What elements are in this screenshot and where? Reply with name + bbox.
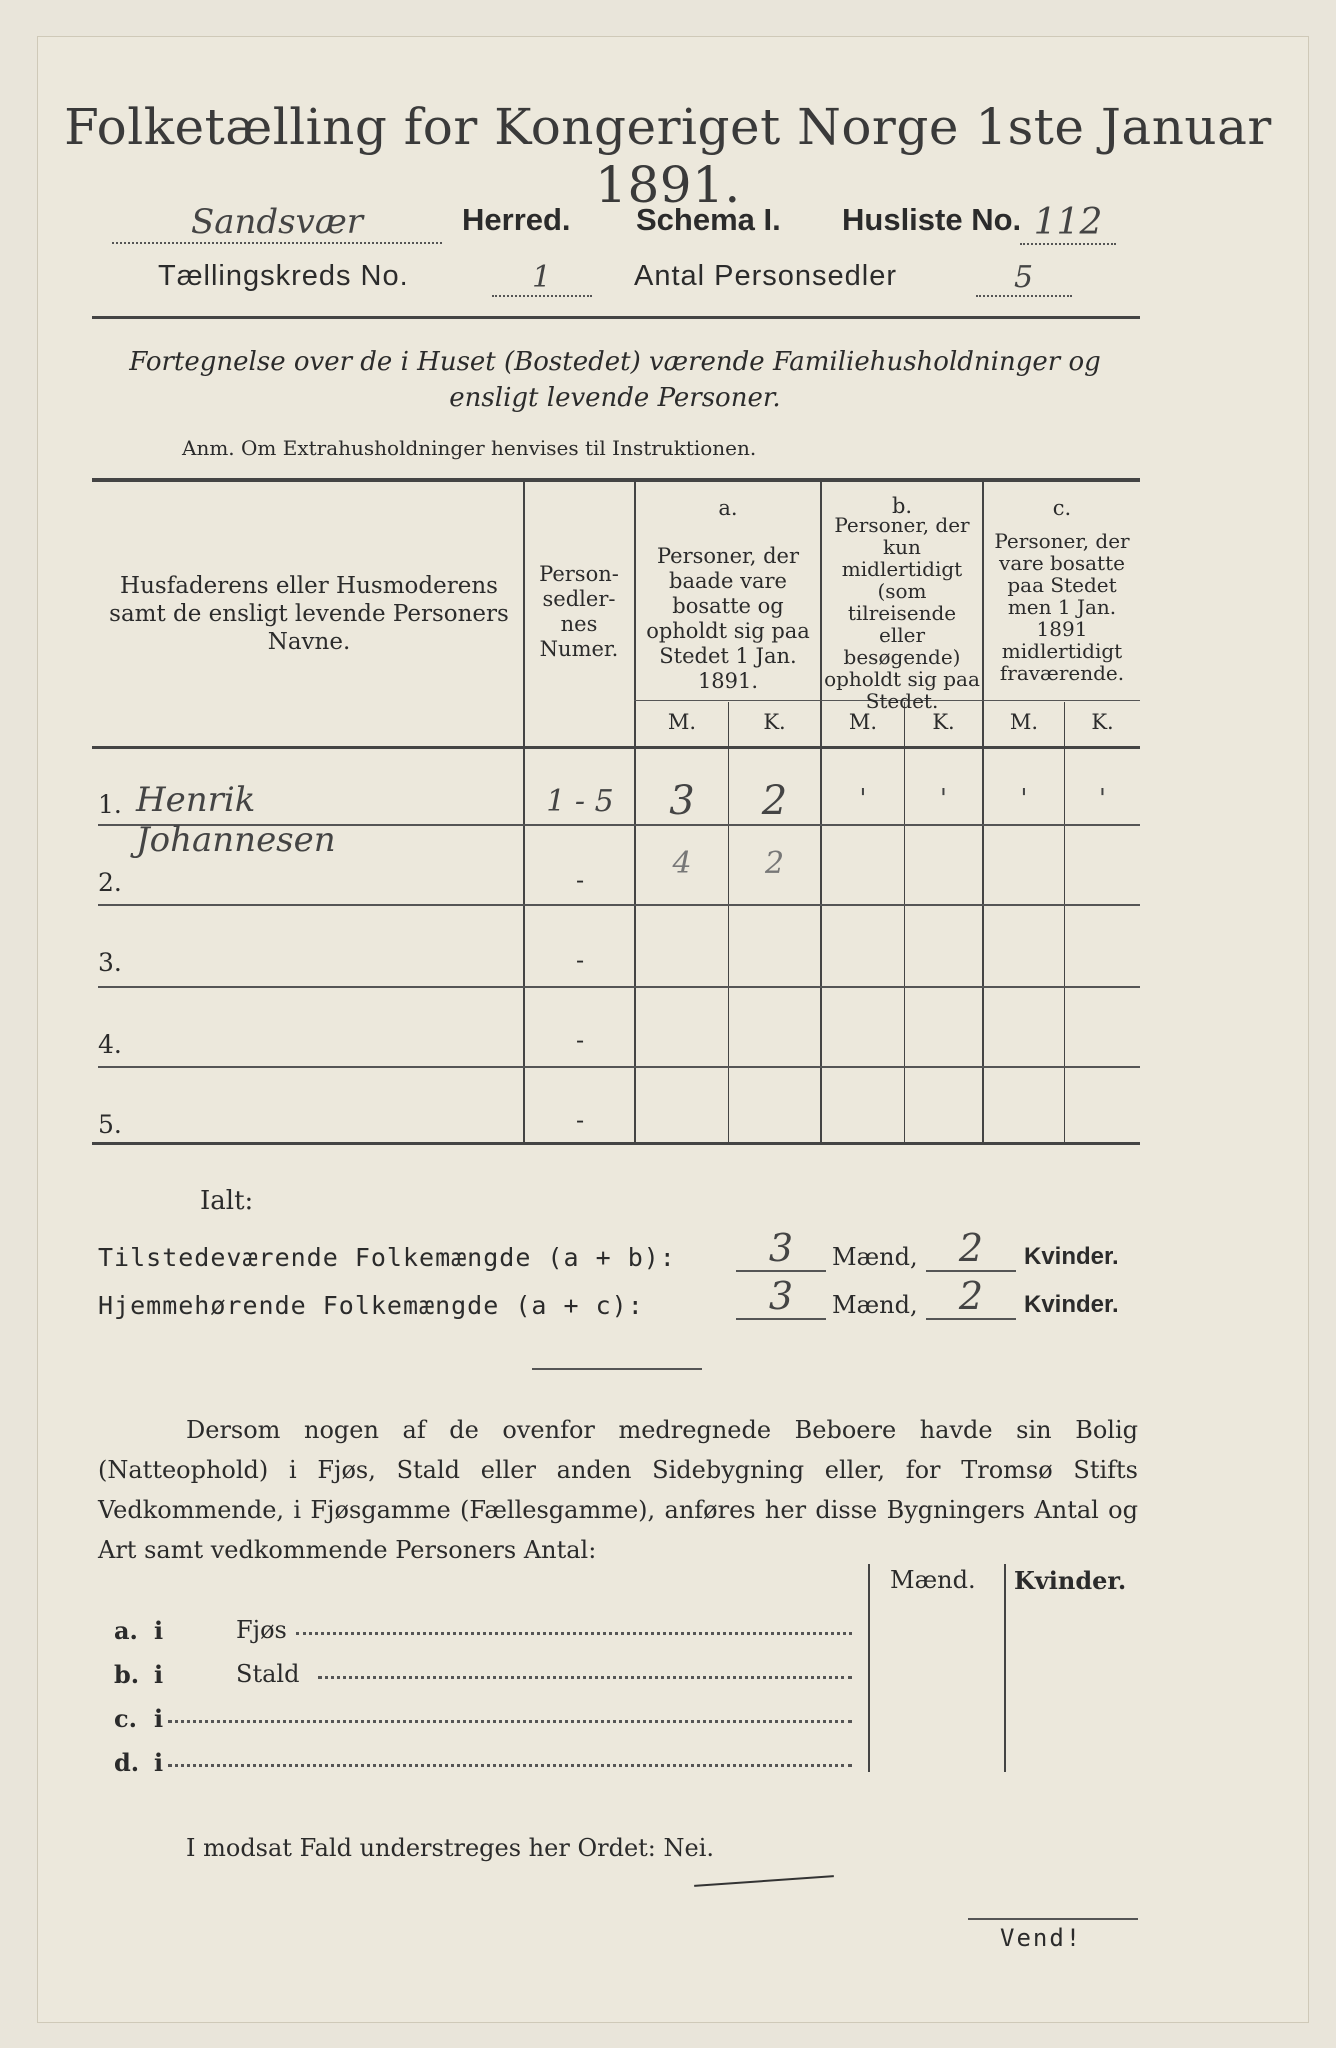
building-dotted-line[interactable] xyxy=(168,1720,852,1723)
building-letter: b. xyxy=(114,1660,140,1689)
col-a-letter: a. xyxy=(718,496,738,520)
col-b-header: Personer, der kun midlertidigt (som tilreisende eller besøgende) opholdt sig paa Stedet. xyxy=(824,513,980,713)
cell-a-k[interactable]: 2 xyxy=(761,778,788,824)
row-number: 1. xyxy=(98,790,122,819)
row-number: 4. xyxy=(98,1030,122,1059)
sedler-number[interactable]: - xyxy=(575,1106,585,1134)
form-title: Folketælling for Kongeriget Norge 1ste Januar 1891. xyxy=(64,98,1272,214)
col-num-header: Person-sedler-nes Numer. xyxy=(539,562,619,661)
building-paragraph: Dersom nogen af de ovenfor medregnede Beboere havde sin Bolig (Natteophold) i Fjøs, Stald eller anden Sidebygning eller, for Tromsø Stifts Vedkommende, i Fjøsgamme (Fællesgamme), anføres her disse Bygningers Antal og Art samt vedkommende Personers Antal: xyxy=(98,1416,1138,1564)
anm-note: Anm. Om Extrahusholdninger henvises til Instruktionen. xyxy=(182,436,757,460)
census-form-sheet xyxy=(37,36,1309,2023)
col-divider xyxy=(523,482,525,1142)
sedler-number[interactable]: - xyxy=(575,1026,585,1054)
table-bottom-rule xyxy=(92,1142,1140,1145)
c-m-label: M. xyxy=(1009,710,1039,734)
building-i: i xyxy=(154,1704,164,1733)
cell-c-k[interactable]: ' xyxy=(1098,784,1107,814)
building-i: i xyxy=(154,1660,164,1689)
row-rule xyxy=(98,1066,1140,1068)
cell-b-m[interactable]: ' xyxy=(859,784,867,814)
hjem-kvinder-label: Kvinder. xyxy=(1024,1291,1119,1318)
col-divider xyxy=(728,702,729,1142)
col-divider xyxy=(1064,702,1065,1142)
title-rule xyxy=(92,316,1140,319)
building-dotted-line[interactable] xyxy=(168,1764,852,1767)
building-kvinder-header: Kvinder. xyxy=(1014,1566,1127,1595)
separator-rule xyxy=(532,1368,702,1370)
vend-label: Vend! xyxy=(1000,1924,1083,1952)
building-dotted-line[interactable] xyxy=(318,1676,852,1679)
cell-a-m[interactable]: 4 xyxy=(672,846,692,881)
row-rule xyxy=(98,904,1140,906)
antal-value[interactable]: 5 xyxy=(976,260,1072,297)
hjem-kvinder-value[interactable]: 2 xyxy=(926,1274,1016,1320)
building-i: i xyxy=(154,1616,164,1645)
cell-a-k[interactable]: 2 xyxy=(764,846,785,881)
building-maend-header: Mænd. xyxy=(890,1566,976,1594)
row-number: 3. xyxy=(98,948,122,977)
c-k-label: K. xyxy=(1091,710,1114,734)
building-label: Fjøs xyxy=(236,1616,287,1644)
sedler-number[interactable]: - xyxy=(575,866,585,894)
tilst-label: Tilstedeværende Folkemængde (a + b): xyxy=(98,1243,676,1272)
husliste-field xyxy=(1020,202,1116,245)
b-k-label: K. xyxy=(932,710,955,734)
a-k-label: K. xyxy=(763,710,786,734)
building-letter: a. xyxy=(114,1616,138,1645)
tilst-maend-label: Mænd, xyxy=(832,1243,918,1271)
col-b-letter: b. xyxy=(891,494,913,518)
building-col-divider xyxy=(1004,1564,1006,1772)
hjem-label: Hjemmehørende Folkemængde (a + c): xyxy=(98,1291,644,1320)
col-name-header: Husfaderens eller Husmoderens samt de ensligt levende Personers Navne. xyxy=(109,573,509,655)
col-divider xyxy=(904,702,905,1142)
row-number: 5. xyxy=(98,1110,122,1139)
husliste-value[interactable]: 112 xyxy=(1020,202,1116,245)
a-m-label: M. xyxy=(667,710,697,734)
building-letter: c. xyxy=(114,1704,137,1733)
building-letter: d. xyxy=(114,1748,140,1777)
kreds-value[interactable]: 1 xyxy=(492,260,592,297)
schema-label: Schema I. xyxy=(636,202,781,237)
tilst-kvinder-label: Kvinder. xyxy=(1024,1243,1119,1270)
hjem-maend-value[interactable]: 3 xyxy=(736,1274,826,1320)
ialt-label: Ialt: xyxy=(200,1186,254,1216)
building-col-divider xyxy=(868,1564,870,1772)
nei-instruction: I modsat Fald understreges her Ordet: Nei. xyxy=(186,1834,715,1862)
herred-value[interactable]: Sandsvær xyxy=(112,202,442,244)
herred-label: Herred. xyxy=(462,202,571,237)
cell-c-m[interactable]: ' xyxy=(1020,784,1028,814)
b-m-label: M. xyxy=(848,710,878,734)
tilst-maend-value[interactable]: 3 xyxy=(736,1226,826,1272)
sedler-number[interactable]: - xyxy=(575,946,585,974)
hjem-maend-label: Mænd, xyxy=(832,1291,918,1319)
row-rule xyxy=(98,986,1140,988)
tilst-kvinder-value[interactable]: 2 xyxy=(926,1226,1016,1272)
col-c-letter: c. xyxy=(1052,496,1072,520)
row-number: 2. xyxy=(98,868,122,897)
building-i: i xyxy=(154,1748,164,1777)
kreds-field xyxy=(492,260,592,297)
cell-b-k[interactable]: ' xyxy=(939,784,948,814)
kreds-label: Tællingskreds No. xyxy=(158,260,409,292)
antal-label: Antal Personsedler xyxy=(634,260,898,292)
building-dotted-line[interactable] xyxy=(296,1632,852,1635)
col-a-header: Personer, der baade vare bosatte og opholdt sig paa Stedet 1 Jan. 1891. xyxy=(646,544,810,693)
vend-rule xyxy=(968,1918,1138,1920)
subtitle: Fortegnelse over de i Huset (Bostedet) værende Familiehusholdninger og ensligt levende Personer. xyxy=(129,347,1101,413)
herred-field xyxy=(112,202,442,244)
person-name[interactable]: Henrik Johannesen xyxy=(136,780,336,860)
cell-a-m[interactable]: 3 xyxy=(669,778,695,824)
building-label: Stald xyxy=(236,1660,300,1688)
sedler-number[interactable]: 1 - 5 xyxy=(546,784,614,819)
antal-field xyxy=(976,260,1072,297)
husliste-label: Husliste No. xyxy=(842,202,1022,237)
col-c-header: Personer, der vare bosatte paa Stedet men 1 Jan. 1891 midlertidigt fraværende. xyxy=(994,529,1130,685)
